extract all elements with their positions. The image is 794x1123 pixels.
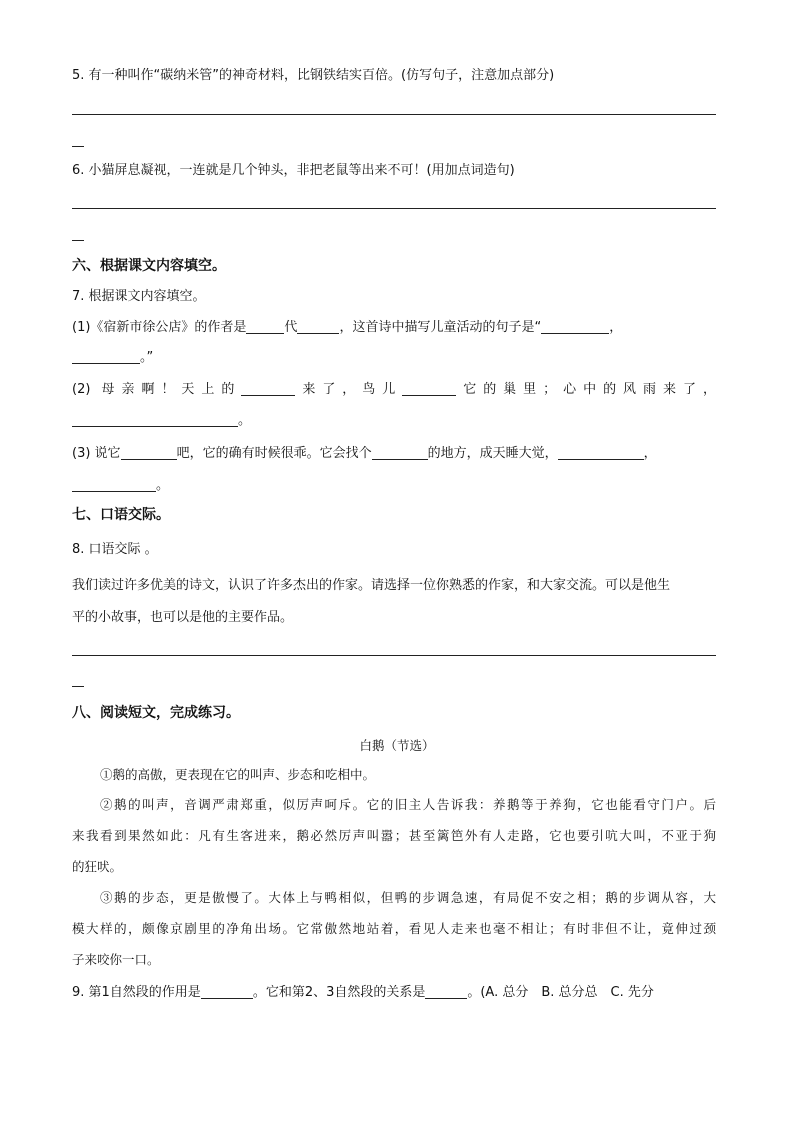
question-9: 9. 第1自然段的作用是 。它和第2、3自然段的关系是 。(A. 总分 B. 总分总 C. 先分 [72,985,654,1000]
question-8-text-line-2: 平的小故事，也可以是他的主要作品。 [72,610,294,625]
blank-cat-phrase-1[interactable] [558,446,644,460]
passage-paragraph-2-line-1: ②鹅的叫声，音调严肃郑重，似厉声呵斥。它的旧主人告诉我：养鹅等于养狗，它也能看守门户。后 [100,797,716,812]
passage-paragraph-3-line-3: 子来咬你一口。 [72,952,160,967]
question-7-item-2-cont: 。 [72,413,251,429]
answer-line-8-tail [72,686,84,687]
answer-line-5[interactable] [72,114,716,115]
blank-heaven[interactable] [241,382,295,396]
blank-author[interactable] [297,320,339,334]
question-7-item-3: (3) 说它 吧，它的确有时候很乖。它会找个 的地方，成天睡大觉， ， [72,446,657,461]
question-8-stem: 8. 口语交际 。 [72,542,158,557]
section-7-heading: 七、口语交际。 [72,507,170,523]
passage-paragraph-1: ①鹅的高傲，更表现在它的叫声、步态和吃相中。 [100,767,376,782]
blank-cat-phrase-2[interactable] [72,478,156,492]
answer-line-5-tail [72,146,84,147]
question-8-text-line-1: 我们读过许多优美的诗文，认识了许多杰出的作家。请选择一位你熟悉的作家，和大家交流。可以是他生 [72,578,671,593]
question-7-item-3-cont: 。 [72,478,169,494]
blank-bird-action[interactable] [402,382,456,396]
blank-paragraph-role[interactable] [201,985,253,999]
answer-line-6-tail [72,240,84,241]
question-7-item-1: (1)《宿新市徐公店》的作者是 代 ，这首诗中描写儿童活动的句子是“ ， [72,320,623,335]
question-7-item-1-cont: 。” [72,350,153,366]
passage-paragraph-2-line-3: 的狂吠。 [72,859,123,874]
answer-line-6[interactable] [72,208,716,209]
blank-paragraph-relation[interactable] [425,985,467,999]
passage-paragraph-2-line-2: 来我看到果然如此：凡有生客进来，鹅必然厉声叫嚣；甚至篱笆外有人走路，它也要引吭大叫，不亚于狗 [72,828,716,843]
section-6-heading: 六、根据课文内容填空。 [72,258,226,274]
passage-paragraph-3-line-1: ③鹅的步态，更是傲慢了。大体上与鸭相似，但鸭的步调急速，有局促不安之相；鹅的步调从容，大 [100,890,716,905]
blank-heart-shelter[interactable] [72,413,238,427]
blank-dynasty[interactable] [246,320,284,334]
question-7-stem: 7. 根据课文内容填空。 [72,289,206,304]
blank-poem-line-1[interactable] [541,320,609,334]
question-5: 5. 有一种叫作“碳纳米管”的神奇材料，比钢铁结实百倍。(仿写句子，注意加点部分) [72,68,555,83]
question-6: 6. 小猫屏息凝视，一连就是几个钟头，非把老鼠等出来不可！(用加点词造句) [72,163,515,178]
question-7-item-2: (2) 母亲啊！天上的 来了，鸟儿 它的巢里；心中的风雨来了， [72,382,716,397]
passage-paragraph-3-line-2: 模大样的，颇像京剧里的净角出场。它常傲然地站着，看见人走来也毫不相让；有时非但不让，竟伸过颈 [72,921,716,936]
blank-poem-line-2[interactable] [72,350,140,364]
blank-cat-trait[interactable] [121,446,177,460]
passage-title: 白鹅（节选） [359,738,435,753]
section-8-heading: 八、阅读短文，完成练习。 [72,705,240,721]
blank-place[interactable] [372,446,428,460]
answer-line-8[interactable] [72,655,716,656]
